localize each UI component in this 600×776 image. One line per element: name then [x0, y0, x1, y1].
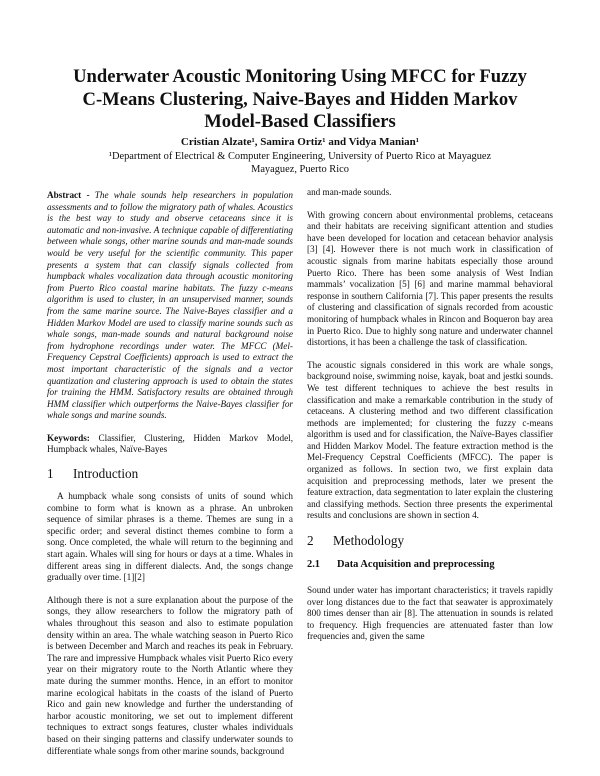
subsection-heading	[307, 558, 553, 571]
abstract-label: Abstract -	[47, 190, 90, 200]
abstract	[47, 190, 293, 422]
title-line: Underwater Acoustic Monitoring Using MFCC for Fuzzy	[73, 66, 527, 87]
affiliation-line-2: Mayaguez, Puerto Rico	[251, 164, 349, 175]
paragraph: A humpback whale song consists of units of sound which combine to form what is known as a phrase. An unbroken sequence of similar phrases is a theme. Themes are sung in a specific order; and several distinct themes combine to form a song. Once completed, the whale will return to the beginning and start again. Whales will sing for hours or days at a time. Whales in different areas sing in different dialects. And, the songs change gradually over time. [1][2]	[47, 491, 293, 583]
affiliation	[40, 150, 560, 176]
title-line: C-Means Clustering, Naive-Bayes and Hidden Markov	[82, 88, 518, 110]
section-title: Introduction	[73, 466, 139, 482]
section-number: 1	[47, 466, 54, 482]
paragraph: Sound under water has important characteristics; it travels rapidly over long distances due to the fact that seawater is approximately 800 times denser than air [8]. The attenuation in sounds is related to frequency. High frequencies are attenuated faster than low frequencies and, given the same	[307, 585, 553, 642]
paragraph: With growing concern about environmental problems, cetaceans and their habitats are receiving significant attention and studies have been developed for location and cetacean behavior analysis [3] [4]. However there is not much work in classification of acoustic signals from marine habitats especially those around Puerto Rico. There has been some analysis of West Indian mammals’ vocalization [5] [6] and marine mammal behavioral response in southern California [7]. This paper presents the results of clustering and classification of signals recorded from acoustic monitoring of humpback whales in Rincon and Boqueron bay area in Puerto Rico. Due to highly song nature and underwater channel distortions, it has been a challenge the task of classification.	[307, 209, 553, 348]
keywords-label: Keywords:	[47, 432, 90, 443]
paragraph-continued: and man-made sounds.	[307, 187, 392, 197]
subsection-number: 2.1	[307, 559, 320, 571]
left-column	[47, 190, 293, 768]
authors: Cristian Alzate¹, Samira Ortiz¹ and Vidya Manian¹	[180, 136, 420, 148]
section-heading-methodology	[307, 533, 553, 549]
paragraph: Although there is not a sure explanation about the purpose of the songs, they allow researchers to follow the migratory path of whales throughout this season and also to estimate population density within an area. The whale watching season in Puerto Rico is between December and March and reaches its peak in February. The rare and impressive Humpback whales visit Puerto Rico every year on their migratory route to the North Atlantic where they mate during the summer months. Hence, in an effort to monitor marine ecological habitats in the coasts of the island of Puerto Rico and gain new knowledge and further the understanding of harbor acoustic monitoring, we set out to implement different techniques to extract songs features, cluster whales individuals based on their singing patterns and classify underwater sounds to differentiate whale songs from other marine sounds, background	[47, 594, 293, 756]
affiliation-line-1: ¹Department of Electrical & Computer Engineering, University of Puerto Rico at Mayaguez	[108, 151, 492, 162]
abstract-text: The whale sounds help researchers in population assessments and to follow the migratory path of whales. Acoustics is the best way to study and observe cetaceans since it is automatic and non-invasive. A technique capable of differentiating between whale songs, other marine sounds and man-made sounds would be very useful for the scientific community. This paper presents a system that can classify signals collected from humpback whales vocalization data through acoustic monitoring from Puerto Rico coastal marine habitats. The fuzzy c-means algorithm is used to cluster, in an unsupervised manner, sounds from the same marine source. The Naive-Bayes classifier and a Hidden Markov Model are used to classify marine sounds such as whale songs, man-made sounds and natural background noise from hydrophone recordings under water. The MFCC (Mel-Frequency Cepstral Coefficients) approach is used to extract the most important characteristic of the signals and a vector quantization and clustering approach is used to obtain the states for training the HMM. Satisfactory results are obtained through HMM classifier which outperforms the Naive-Bayes classifier for whale songs and marine sounds.	[47, 190, 293, 421]
paragraph: The acoustic signals considered in this work are whale songs, background noise, swimming noise, kayak, boat and jestki sounds. We test different techniques to achieve the best results in classification and make a remarkable contribution in the study of cetaceans. A clustering method and two different classification methods are implemented; for clustering the fuzzy c-means algorithm is used and for classification, the Naïve-Bayes classifier and Hidden Markov Model. The feature extraction method is the Mel-Frequency Cepstral Coefficients (MFCC). The paper is organized as follows. In section two, we first explain data acquisition and preprocessing methods, later we present the feature extraction, data segmentation to later explain the clustering and classifying methods. Section three presents the experimental results and conclusions are shown in section 4.	[307, 359, 553, 521]
section-number: 2	[307, 533, 314, 549]
title-line: Model-Based Classifiers	[204, 111, 396, 132]
section-heading-introduction	[47, 466, 293, 482]
section-title: Methodology	[333, 533, 405, 549]
subsection-title: Data Acquisition and preprocessing	[337, 559, 495, 571]
keywords	[47, 433, 293, 456]
paper-title	[40, 66, 560, 134]
right-column	[307, 187, 553, 654]
paragraph-continuation	[307, 187, 553, 199]
keywords-text: Classifier, Clustering, Hidden Markov Model, Humpback whales, Naïve-Bayes	[47, 432, 293, 455]
